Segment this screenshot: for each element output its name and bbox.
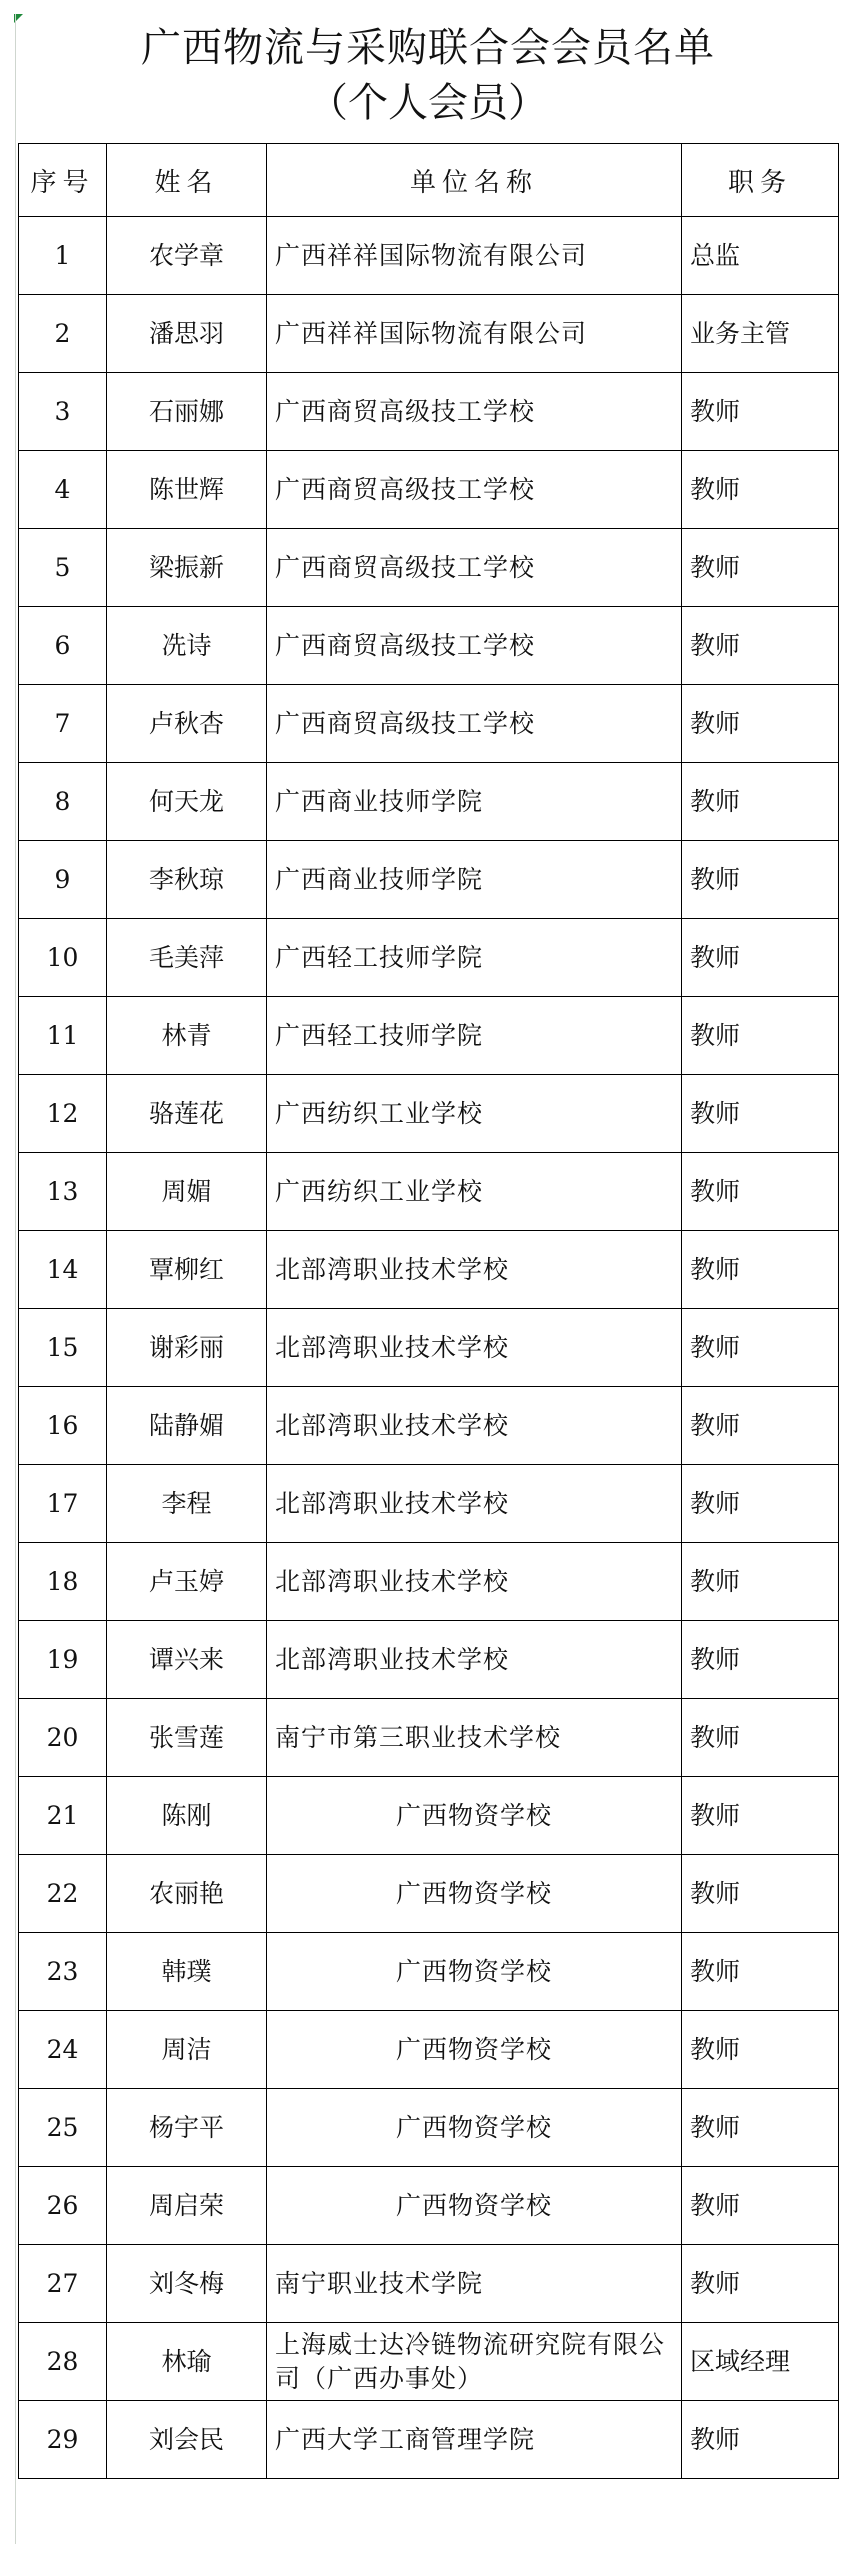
- member-name-cell: 潘思羽: [107, 295, 267, 373]
- table-row: [19, 2089, 839, 2167]
- member-title-cell: 教师: [682, 2089, 839, 2167]
- table-row: [19, 763, 839, 841]
- member-name-cell: 覃柳红: [107, 1231, 267, 1309]
- member-unit-cell: 广西商业技师学院: [267, 763, 682, 841]
- member-no-cell: 11: [19, 997, 107, 1075]
- column-header-unit: 单位名称: [267, 144, 682, 217]
- member-no-cell: 19: [19, 1621, 107, 1699]
- member-no-cell: 4: [19, 451, 107, 529]
- member-no-cell: 10: [19, 919, 107, 997]
- member-unit-cell: 广西物资学校: [267, 1933, 682, 2011]
- member-name-cell: 何天龙: [107, 763, 267, 841]
- member-unit-cell: 广西商贸高级技工学校: [267, 529, 682, 607]
- member-unit-cell: 北部湾职业技术学校: [267, 1231, 682, 1309]
- member-unit-cell: 广西轻工技师学院: [267, 997, 682, 1075]
- column-header-title: 职务: [682, 144, 839, 217]
- member-name-cell: 陈世辉: [107, 451, 267, 529]
- member-title-cell: 教师: [682, 373, 839, 451]
- table-row: [19, 997, 839, 1075]
- member-title-cell: 教师: [682, 607, 839, 685]
- member-name-cell: 骆莲花: [107, 1075, 267, 1153]
- table-row: [19, 373, 839, 451]
- member-no-cell: 17: [19, 1465, 107, 1543]
- member-no-cell: 29: [19, 2401, 107, 2479]
- member-title-cell: 教师: [682, 1855, 839, 1933]
- table-row: [19, 1699, 839, 1777]
- member-unit-cell: 广西物资学校: [267, 2089, 682, 2167]
- member-no-cell: 16: [19, 1387, 107, 1465]
- table-row: [19, 1933, 839, 2011]
- table-row: [19, 1231, 839, 1309]
- member-name-cell: 卢秋杏: [107, 685, 267, 763]
- member-unit-cell: 北部湾职业技术学校: [267, 1621, 682, 1699]
- member-unit-cell: 广西商贸高级技工学校: [267, 685, 682, 763]
- member-title-cell: 业务主管: [682, 295, 839, 373]
- member-table: [18, 143, 839, 2479]
- member-title-cell: 教师: [682, 529, 839, 607]
- member-name-cell: 杨宇平: [107, 2089, 267, 2167]
- member-unit-cell: 广西物资学校: [267, 2011, 682, 2089]
- member-no-cell: 25: [19, 2089, 107, 2167]
- member-name-cell: 卢玉婷: [107, 1543, 267, 1621]
- member-name-cell: 梁振新: [107, 529, 267, 607]
- document-title: 广西物流与采购联合会会员名单: [141, 25, 715, 71]
- member-title-cell: 教师: [682, 841, 839, 919]
- member-name-cell: 周洁: [107, 2011, 267, 2089]
- member-title-cell: 教师: [682, 1153, 839, 1231]
- member-unit-cell: 广西物资学校: [267, 1855, 682, 1933]
- member-no-cell: 27: [19, 2245, 107, 2323]
- member-title-cell: 教师: [682, 1387, 839, 1465]
- table-row: [19, 919, 839, 997]
- member-unit-cell: 北部湾职业技术学校: [267, 1543, 682, 1621]
- table-row: [19, 2323, 839, 2401]
- table-row: [19, 2167, 839, 2245]
- member-name-cell: 谭兴来: [107, 1621, 267, 1699]
- member-title-cell: 教师: [682, 1621, 839, 1699]
- member-unit-cell: 广西物资学校: [267, 2167, 682, 2245]
- member-unit-cell: 南宁市第三职业技术学校: [267, 1699, 682, 1777]
- member-title-cell: 教师: [682, 2245, 839, 2323]
- member-no-cell: 13: [19, 1153, 107, 1231]
- member-title-cell: 教师: [682, 2011, 839, 2089]
- member-title-cell: 教师: [682, 1465, 839, 1543]
- table-row: [19, 451, 839, 529]
- member-unit-cell: 广西商贸高级技工学校: [267, 451, 682, 529]
- member-name-cell: 农丽艳: [107, 1855, 267, 1933]
- member-name-cell: 周媚: [107, 1153, 267, 1231]
- member-name-cell: 石丽娜: [107, 373, 267, 451]
- member-unit-cell: 北部湾职业技术学校: [267, 1309, 682, 1387]
- member-no-cell: 23: [19, 1933, 107, 2011]
- member-unit-cell: 广西商贸高级技工学校: [267, 607, 682, 685]
- member-unit-cell: 广西商业技师学院: [267, 841, 682, 919]
- table-row: [19, 1621, 839, 1699]
- table-row: [19, 217, 839, 295]
- member-unit-cell: 北部湾职业技术学校: [267, 1387, 682, 1465]
- table-row: [19, 2011, 839, 2089]
- member-title-cell: 区域经理: [682, 2323, 839, 2401]
- member-title-cell: 教师: [682, 1543, 839, 1621]
- table-row: [19, 1075, 839, 1153]
- table-row: [19, 1777, 839, 1855]
- member-title-cell: 教师: [682, 1231, 839, 1309]
- member-no-cell: 14: [19, 1231, 107, 1309]
- member-title-cell: 教师: [682, 1777, 839, 1855]
- document-subtitle: （个人会员）: [308, 80, 548, 126]
- table-row: [19, 607, 839, 685]
- member-no-cell: 12: [19, 1075, 107, 1153]
- member-no-cell: 21: [19, 1777, 107, 1855]
- member-no-cell: 1: [19, 217, 107, 295]
- table-row: [19, 2401, 839, 2479]
- member-unit-cell: 广西祥祥国际物流有限公司: [267, 295, 682, 373]
- member-title-cell: 教师: [682, 451, 839, 529]
- table-row: [19, 1309, 839, 1387]
- member-name-cell: 陈刚: [107, 1777, 267, 1855]
- member-name-cell: 冼诗: [107, 607, 267, 685]
- table-row: [19, 1543, 839, 1621]
- member-no-cell: 2: [19, 295, 107, 373]
- member-unit-cell: 广西祥祥国际物流有限公司: [267, 217, 682, 295]
- member-title-cell: 教师: [682, 1309, 839, 1387]
- member-name-cell: 张雪莲: [107, 1699, 267, 1777]
- document-header: [18, 20, 838, 130]
- member-title-cell: 教师: [682, 685, 839, 763]
- member-no-cell: 18: [19, 1543, 107, 1621]
- member-no-cell: 7: [19, 685, 107, 763]
- member-name-cell: 李程: [107, 1465, 267, 1543]
- member-title-cell: 教师: [682, 2167, 839, 2245]
- table-row: [19, 685, 839, 763]
- table-row: [19, 1387, 839, 1465]
- member-no-cell: 6: [19, 607, 107, 685]
- member-unit-cell: 广西商贸高级技工学校: [267, 373, 682, 451]
- member-no-cell: 15: [19, 1309, 107, 1387]
- member-name-cell: 林青: [107, 997, 267, 1075]
- table-row: [19, 2245, 839, 2323]
- column-header-name: 姓名: [107, 144, 267, 217]
- member-no-cell: 20: [19, 1699, 107, 1777]
- member-name-cell: 陆静媚: [107, 1387, 267, 1465]
- member-name-cell: 刘会民: [107, 2401, 267, 2479]
- member-title-cell: 教师: [682, 919, 839, 997]
- member-unit-cell: 广西纺织工业学校: [267, 1075, 682, 1153]
- member-no-cell: 28: [19, 2323, 107, 2401]
- member-name-cell: 林瑜: [107, 2323, 267, 2401]
- member-no-cell: 26: [19, 2167, 107, 2245]
- member-title-cell: 教师: [682, 1699, 839, 1777]
- member-title-cell: 教师: [682, 997, 839, 1075]
- member-title-cell: 教师: [682, 763, 839, 841]
- member-unit-cell: 广西大学工商管理学院: [267, 2401, 682, 2479]
- member-unit-cell: 广西纺织工业学校: [267, 1153, 682, 1231]
- member-title-cell: 教师: [682, 1075, 839, 1153]
- table-row: [19, 529, 839, 607]
- table-row: [19, 1855, 839, 1933]
- gridline-edge: [15, 14, 16, 2544]
- member-unit-cell: 上海威士达冷链物流研究院有限公司（广西办事处）: [267, 2323, 682, 2401]
- header-row: [19, 144, 839, 217]
- member-no-cell: 8: [19, 763, 107, 841]
- member-unit-cell: 南宁职业技术学院: [267, 2245, 682, 2323]
- member-unit-cell: 广西轻工技师学院: [267, 919, 682, 997]
- member-no-cell: 9: [19, 841, 107, 919]
- table-row: [19, 1153, 839, 1231]
- member-no-cell: 22: [19, 1855, 107, 1933]
- member-name-cell: 刘冬梅: [107, 2245, 267, 2323]
- table-row: [19, 841, 839, 919]
- member-name-cell: 周启荣: [107, 2167, 267, 2245]
- member-no-cell: 5: [19, 529, 107, 607]
- member-no-cell: 3: [19, 373, 107, 451]
- member-unit-cell: 北部湾职业技术学校: [267, 1465, 682, 1543]
- column-header-no: 序号: [19, 144, 107, 217]
- member-title-cell: 教师: [682, 2401, 839, 2479]
- table-row: [19, 1465, 839, 1543]
- member-title-cell: 教师: [682, 1933, 839, 2011]
- member-name-cell: 农学章: [107, 217, 267, 295]
- table-row: [19, 295, 839, 373]
- member-name-cell: 李秋琼: [107, 841, 267, 919]
- member-unit-cell: 广西物资学校: [267, 1777, 682, 1855]
- member-name-cell: 韩璞: [107, 1933, 267, 2011]
- member-name-cell: 毛美萍: [107, 919, 267, 997]
- member-name-cell: 谢彩丽: [107, 1309, 267, 1387]
- member-title-cell: 总监: [682, 217, 839, 295]
- member-no-cell: 24: [19, 2011, 107, 2089]
